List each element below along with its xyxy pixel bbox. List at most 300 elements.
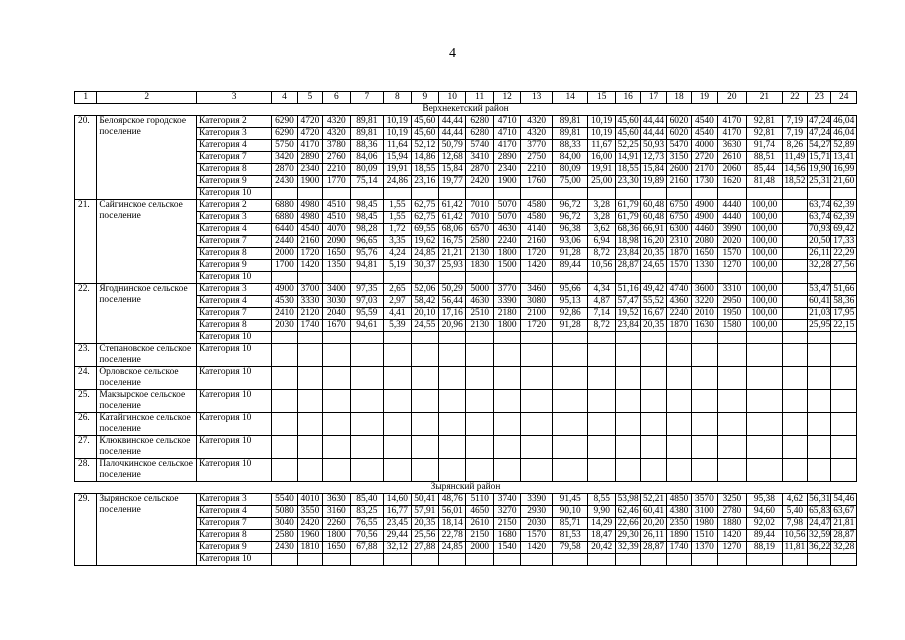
value-cell: 6440 bbox=[272, 224, 297, 236]
value-cell bbox=[493, 413, 520, 436]
value-cell: 4170 bbox=[717, 116, 746, 128]
category-cell: Категория 2 bbox=[197, 200, 272, 212]
value-cell bbox=[439, 390, 466, 413]
value-cell bbox=[747, 459, 783, 482]
value-cell bbox=[615, 554, 640, 566]
value-cell: 96,38 bbox=[552, 224, 588, 236]
value-cell: 5,19 bbox=[384, 260, 411, 272]
value-cell: 67,88 bbox=[350, 542, 384, 554]
value-cell bbox=[552, 332, 588, 344]
value-cell: 91,28 bbox=[552, 248, 588, 260]
value-cell bbox=[411, 188, 438, 200]
value-cell: 4440 bbox=[717, 200, 746, 212]
value-cell bbox=[521, 436, 553, 459]
value-cell bbox=[782, 212, 807, 224]
value-cell bbox=[692, 390, 717, 413]
value-cell: 4580 bbox=[521, 212, 553, 224]
value-cell bbox=[641, 436, 666, 459]
category-cell: Категория 4 bbox=[197, 140, 272, 152]
column-header: 10 bbox=[439, 92, 466, 104]
value-cell: 95,66 bbox=[552, 284, 588, 296]
category-cell: Категория 3 bbox=[197, 284, 272, 296]
value-cell bbox=[588, 188, 615, 200]
value-cell bbox=[641, 188, 666, 200]
value-cell: 100,00 bbox=[747, 260, 783, 272]
value-cell: 100,00 bbox=[747, 212, 783, 224]
value-cell: 61,79 bbox=[615, 212, 640, 224]
value-cell bbox=[641, 367, 666, 390]
value-cell bbox=[521, 272, 553, 284]
value-cell: 45,60 bbox=[615, 116, 640, 128]
value-cell bbox=[615, 413, 640, 436]
section-title: Зырянский район bbox=[75, 482, 857, 494]
value-cell: 14,86 bbox=[411, 152, 438, 164]
value-cell: 8,72 bbox=[588, 320, 615, 332]
value-cell: 19,89 bbox=[641, 176, 666, 188]
value-cell: 97,35 bbox=[350, 284, 384, 296]
value-cell: 44,44 bbox=[439, 116, 466, 128]
value-cell: 51,16 bbox=[615, 284, 640, 296]
value-cell bbox=[808, 332, 831, 344]
value-cell: 2160 bbox=[521, 236, 553, 248]
value-cell: 4850 bbox=[666, 494, 691, 506]
value-cell: 1950 bbox=[717, 308, 746, 320]
value-cell bbox=[588, 344, 615, 367]
value-cell bbox=[717, 272, 746, 284]
value-cell bbox=[466, 332, 493, 344]
value-cell: 1670 bbox=[323, 320, 350, 332]
value-cell: 2930 bbox=[521, 506, 553, 518]
value-cell: 13,41 bbox=[831, 152, 857, 164]
value-cell bbox=[350, 272, 384, 284]
value-cell bbox=[493, 188, 520, 200]
value-cell: 1370 bbox=[692, 542, 717, 554]
value-cell: 24,85 bbox=[411, 248, 438, 260]
value-cell: 97,03 bbox=[350, 296, 384, 308]
value-cell bbox=[666, 344, 691, 367]
settlement-name: Макзырское сельское поселение bbox=[97, 390, 197, 413]
value-cell bbox=[782, 436, 807, 459]
value-cell bbox=[692, 413, 717, 436]
value-cell: 88,51 bbox=[747, 152, 783, 164]
value-cell: 2890 bbox=[297, 152, 322, 164]
value-cell bbox=[466, 188, 493, 200]
value-cell bbox=[466, 554, 493, 566]
value-cell: 44,44 bbox=[439, 128, 466, 140]
value-cell: 1680 bbox=[493, 530, 520, 542]
value-cell: 32,59 bbox=[809, 530, 831, 540]
value-cell bbox=[297, 367, 322, 390]
value-cell: 2260 bbox=[323, 518, 350, 530]
value-cell: 24,86 bbox=[384, 176, 411, 188]
value-cell: 4,87 bbox=[588, 296, 615, 308]
value-cell: 3,62 bbox=[588, 224, 615, 236]
value-cell: 3770 bbox=[493, 284, 520, 296]
value-cell bbox=[272, 344, 297, 367]
value-cell bbox=[615, 188, 640, 200]
value-cell: 2870 bbox=[466, 164, 493, 176]
value-cell: 11,81 bbox=[782, 542, 807, 554]
value-cell: 27,56 bbox=[831, 260, 857, 272]
value-cell: 85,71 bbox=[552, 518, 588, 530]
value-cell bbox=[615, 344, 640, 367]
value-cell bbox=[297, 188, 322, 200]
value-cell: 4540 bbox=[297, 224, 322, 236]
value-cell: 10,19 bbox=[384, 116, 411, 128]
value-cell: 45,60 bbox=[411, 116, 438, 128]
value-cell: 46,04 bbox=[831, 116, 857, 128]
value-cell: 92,81 bbox=[747, 116, 783, 128]
value-cell: 4000 bbox=[692, 140, 717, 152]
value-cell: 1570 bbox=[717, 248, 746, 260]
row-number: 23. bbox=[75, 344, 97, 367]
value-cell: 96,65 bbox=[350, 236, 384, 248]
value-cell: 51,66 bbox=[831, 284, 857, 296]
value-cell: 36,22 bbox=[809, 542, 831, 552]
value-cell: 7,19 bbox=[782, 116, 807, 128]
value-cell: 12,68 bbox=[439, 152, 466, 164]
column-header: 5 bbox=[297, 92, 322, 104]
value-cell bbox=[411, 413, 438, 436]
value-cell: 2890 bbox=[493, 152, 520, 164]
value-cell: 2430 bbox=[272, 176, 297, 188]
value-cell: 52,25 bbox=[615, 140, 640, 152]
value-cell: 18,55 bbox=[411, 164, 438, 176]
value-cell: 4720 bbox=[297, 116, 322, 128]
value-cell: 62,75 bbox=[411, 200, 438, 212]
value-cell bbox=[782, 188, 807, 200]
value-cell: 29,30 bbox=[615, 530, 640, 542]
value-cell: 69,42 bbox=[831, 224, 857, 236]
value-cell bbox=[521, 367, 553, 390]
value-cell bbox=[692, 188, 717, 200]
value-cell: 3,35 bbox=[384, 236, 411, 248]
value-cell: 4580 bbox=[521, 200, 553, 212]
value-cell bbox=[272, 332, 297, 344]
value-cell bbox=[717, 459, 746, 482]
value-cell: 4900 bbox=[272, 284, 297, 296]
settlement-name: Степановское сельское поселение bbox=[97, 344, 197, 367]
value-cell: 1500 bbox=[493, 260, 520, 272]
value-cell: 48,76 bbox=[439, 494, 466, 506]
value-cell bbox=[717, 413, 746, 436]
value-cell bbox=[782, 272, 807, 284]
value-cell: 2870 bbox=[272, 164, 297, 176]
value-cell: 52,06 bbox=[411, 284, 438, 296]
value-cell: 4380 bbox=[666, 506, 691, 518]
value-cell: 2240 bbox=[493, 236, 520, 248]
value-cell: 2100 bbox=[521, 308, 553, 320]
value-cell: 2020 bbox=[717, 236, 746, 248]
value-cell: 2120 bbox=[297, 308, 322, 320]
value-cell bbox=[552, 390, 588, 413]
value-cell bbox=[272, 390, 297, 413]
value-cell bbox=[831, 554, 857, 566]
settlement-name: Клюквинское сельское поселение bbox=[97, 436, 197, 459]
value-cell bbox=[521, 390, 553, 413]
value-cell: 4980 bbox=[297, 200, 322, 212]
row-number: 22. bbox=[75, 284, 97, 344]
value-cell bbox=[782, 320, 807, 332]
value-cell bbox=[493, 272, 520, 284]
column-header: 16 bbox=[615, 92, 640, 104]
value-cell: 4360 bbox=[666, 296, 691, 308]
value-cell bbox=[323, 332, 350, 344]
value-cell: 2720 bbox=[692, 152, 717, 164]
value-cell bbox=[411, 332, 438, 344]
value-cell: 2340 bbox=[493, 164, 520, 176]
value-cell: 20,35 bbox=[641, 320, 666, 332]
value-cell: 3740 bbox=[493, 494, 520, 506]
value-cell: 3220 bbox=[692, 296, 717, 308]
value-cell: 8,55 bbox=[588, 494, 615, 506]
category-cell: Категория 10 bbox=[197, 554, 272, 566]
value-cell: 2130 bbox=[466, 320, 493, 332]
value-cell: 52,12 bbox=[411, 140, 438, 152]
value-cell: 20,42 bbox=[588, 542, 615, 554]
value-cell: 3,28 bbox=[588, 200, 615, 212]
value-cell bbox=[439, 332, 466, 344]
value-cell: 2030 bbox=[521, 518, 553, 530]
value-cell bbox=[782, 296, 807, 308]
value-cell: 21,81 bbox=[831, 518, 857, 530]
value-cell: 63,67 bbox=[831, 506, 857, 518]
value-cell: 1770 bbox=[323, 176, 350, 188]
value-cell: 93,06 bbox=[552, 236, 588, 248]
category-cell: Категория 8 bbox=[197, 530, 272, 542]
value-cell bbox=[323, 344, 350, 367]
value-cell: 62,39 bbox=[831, 200, 857, 212]
value-cell bbox=[411, 390, 438, 413]
value-cell: 2580 bbox=[466, 236, 493, 248]
value-cell bbox=[552, 554, 588, 566]
value-cell: 1270 bbox=[717, 260, 746, 272]
value-cell bbox=[666, 332, 691, 344]
value-cell bbox=[521, 344, 553, 367]
value-cell: 20,35 bbox=[641, 248, 666, 260]
settlement-name: Зырянское сельское поселение bbox=[97, 494, 197, 566]
value-cell: 6290 bbox=[272, 128, 297, 140]
value-cell: 10,19 bbox=[588, 116, 615, 128]
value-cell: 6750 bbox=[666, 200, 691, 212]
value-cell bbox=[717, 332, 746, 344]
value-cell: 3330 bbox=[297, 296, 322, 308]
value-cell: 75,00 bbox=[552, 176, 588, 188]
value-cell bbox=[588, 390, 615, 413]
value-cell bbox=[782, 332, 807, 344]
value-cell: 4740 bbox=[666, 284, 691, 296]
value-cell: 16,00 bbox=[588, 152, 615, 164]
value-cell: 2580 bbox=[272, 530, 297, 542]
value-cell: 11,49 bbox=[782, 152, 807, 164]
value-cell: 60,48 bbox=[641, 200, 666, 212]
value-cell: 2,65 bbox=[384, 284, 411, 296]
value-cell bbox=[297, 390, 322, 413]
value-cell: 2610 bbox=[466, 518, 493, 530]
value-cell: 4320 bbox=[521, 116, 553, 128]
value-cell: 18,55 bbox=[615, 164, 640, 176]
value-cell: 4170 bbox=[493, 140, 520, 152]
value-cell: 19,90 bbox=[809, 164, 831, 174]
value-cell bbox=[466, 436, 493, 459]
value-cell bbox=[466, 344, 493, 367]
value-cell: 3600 bbox=[692, 284, 717, 296]
value-cell: 2130 bbox=[466, 248, 493, 260]
column-header: 19 bbox=[692, 92, 717, 104]
value-cell bbox=[493, 459, 520, 482]
value-cell bbox=[747, 554, 783, 566]
value-cell: 19,91 bbox=[384, 164, 411, 176]
value-cell bbox=[717, 367, 746, 390]
value-cell bbox=[272, 367, 297, 390]
value-cell: 2090 bbox=[323, 236, 350, 248]
value-cell: 5,40 bbox=[782, 506, 807, 518]
value-cell: 3100 bbox=[692, 506, 717, 518]
value-cell bbox=[666, 436, 691, 459]
value-cell: 7010 bbox=[466, 200, 493, 212]
value-cell bbox=[411, 367, 438, 390]
value-cell: 14,60 bbox=[384, 494, 411, 506]
value-cell bbox=[692, 436, 717, 459]
value-cell: 3770 bbox=[521, 140, 553, 152]
value-cell: 3,28 bbox=[588, 212, 615, 224]
value-cell bbox=[808, 459, 831, 482]
value-cell: 2010 bbox=[692, 308, 717, 320]
value-cell bbox=[666, 459, 691, 482]
value-cell: 4630 bbox=[466, 296, 493, 308]
value-cell: 32,39 bbox=[615, 542, 640, 554]
value-cell: 5750 bbox=[272, 140, 297, 152]
value-cell bbox=[350, 413, 384, 436]
value-cell: 81,48 bbox=[747, 176, 783, 188]
category-cell: Категория 7 bbox=[197, 152, 272, 164]
value-cell: 8,26 bbox=[782, 140, 807, 152]
value-cell: 7,98 bbox=[782, 518, 807, 530]
value-cell: 17,16 bbox=[439, 308, 466, 320]
category-cell: Категория 2 bbox=[197, 116, 272, 128]
value-cell: 2150 bbox=[493, 518, 520, 530]
value-cell bbox=[439, 344, 466, 367]
value-cell: 92,02 bbox=[747, 518, 783, 530]
value-cell bbox=[717, 188, 746, 200]
value-cell bbox=[493, 390, 520, 413]
value-cell bbox=[615, 332, 640, 344]
value-cell: 5000 bbox=[466, 284, 493, 296]
value-cell: 1,72 bbox=[384, 224, 411, 236]
value-cell: 3160 bbox=[323, 506, 350, 518]
value-cell: 18,52 bbox=[782, 176, 807, 188]
value-cell: 19,52 bbox=[615, 308, 640, 320]
table-row bbox=[75, 200, 857, 212]
value-cell bbox=[808, 436, 831, 459]
value-cell: 4170 bbox=[297, 140, 322, 152]
value-cell: 4,34 bbox=[588, 284, 615, 296]
value-cell: 1350 bbox=[323, 260, 350, 272]
value-cell: 22,78 bbox=[439, 530, 466, 542]
row-number: 21. bbox=[75, 200, 97, 284]
value-cell: 89,81 bbox=[350, 116, 384, 128]
value-cell: 19,91 bbox=[588, 164, 615, 176]
value-cell: 4510 bbox=[323, 212, 350, 224]
category-cell: Категория 4 bbox=[197, 224, 272, 236]
value-cell: 2780 bbox=[717, 506, 746, 518]
value-cell: 3400 bbox=[323, 284, 350, 296]
value-cell: 1810 bbox=[297, 542, 322, 554]
value-cell: 91,74 bbox=[747, 140, 783, 152]
value-cell: 4540 bbox=[692, 116, 717, 128]
column-header: 2 bbox=[97, 92, 197, 104]
value-cell: 16,75 bbox=[439, 236, 466, 248]
value-cell bbox=[411, 459, 438, 482]
value-cell bbox=[552, 344, 588, 367]
value-cell: 4320 bbox=[323, 116, 350, 128]
value-cell: 1760 bbox=[521, 176, 553, 188]
value-cell: 89,81 bbox=[350, 128, 384, 140]
value-cell bbox=[521, 188, 553, 200]
value-cell: 7010 bbox=[466, 212, 493, 224]
value-cell bbox=[350, 188, 384, 200]
value-cell: 69,55 bbox=[411, 224, 438, 236]
value-cell: 23,30 bbox=[615, 176, 640, 188]
value-cell bbox=[493, 344, 520, 367]
value-cell: 80,09 bbox=[350, 164, 384, 176]
value-cell bbox=[552, 367, 588, 390]
value-cell: 47,24 bbox=[809, 116, 831, 126]
value-cell bbox=[615, 459, 640, 482]
value-cell: 25,95 bbox=[809, 320, 831, 330]
value-cell bbox=[323, 390, 350, 413]
value-cell: 6020 bbox=[666, 116, 691, 128]
value-cell: 3780 bbox=[323, 140, 350, 152]
value-cell: 4710 bbox=[493, 128, 520, 140]
value-cell bbox=[439, 459, 466, 482]
value-cell: 95,59 bbox=[350, 308, 384, 320]
value-cell: 5110 bbox=[466, 494, 493, 506]
settlement-name: Катайгинское сельское поселение bbox=[97, 413, 197, 436]
value-cell: 1650 bbox=[692, 248, 717, 260]
value-cell: 3030 bbox=[323, 296, 350, 308]
row-number: 27. bbox=[75, 436, 97, 459]
value-cell bbox=[831, 413, 857, 436]
value-cell bbox=[782, 248, 807, 260]
value-cell: 5740 bbox=[466, 140, 493, 152]
section-row bbox=[75, 104, 857, 116]
value-cell: 3390 bbox=[521, 494, 553, 506]
value-cell: 1580 bbox=[717, 320, 746, 332]
category-cell: Категория 8 bbox=[197, 248, 272, 260]
value-cell: 1620 bbox=[717, 176, 746, 188]
value-cell bbox=[747, 367, 783, 390]
value-cell: 6280 bbox=[466, 128, 493, 140]
value-cell: 88,19 bbox=[747, 542, 783, 554]
value-cell: 66,91 bbox=[641, 224, 666, 236]
value-cell: 1420 bbox=[521, 260, 553, 272]
value-cell: 1650 bbox=[323, 248, 350, 260]
value-cell: 2350 bbox=[666, 518, 691, 530]
value-cell bbox=[831, 344, 857, 367]
settlement-name: Палочкинское сельское поселение bbox=[97, 459, 197, 482]
value-cell bbox=[272, 436, 297, 459]
value-cell: 3550 bbox=[297, 506, 322, 518]
value-cell: 4540 bbox=[692, 128, 717, 140]
category-cell: Категория 10 bbox=[197, 390, 272, 413]
row-number: 28. bbox=[75, 459, 97, 482]
value-cell bbox=[588, 459, 615, 482]
value-cell: 15,84 bbox=[641, 164, 666, 176]
header-row bbox=[75, 92, 857, 104]
value-cell bbox=[588, 367, 615, 390]
value-cell: 12,73 bbox=[641, 152, 666, 164]
